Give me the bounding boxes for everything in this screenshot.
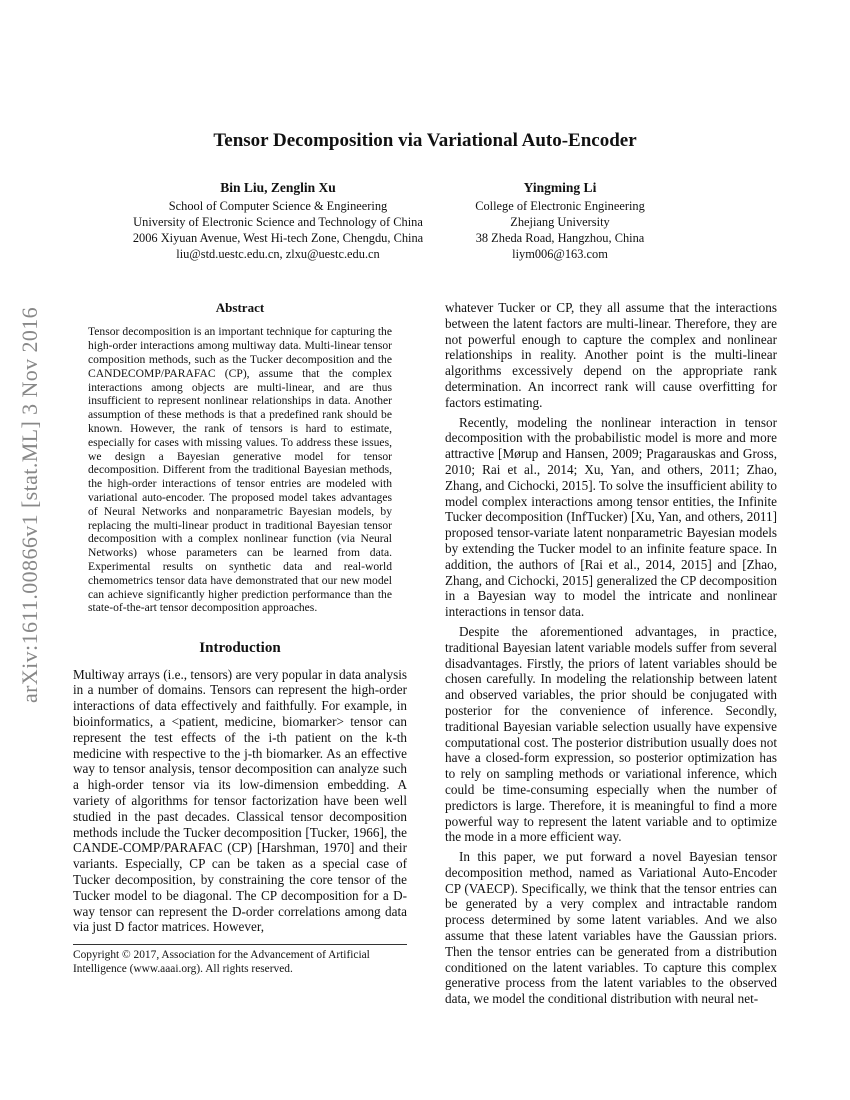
- affiliation-line: 38 Zheda Road, Hangzhou, China: [475, 231, 645, 245]
- abstract-text: Tensor decomposition is an important technique for capturing the high-order interactions among multiway data. Multi-linear tensor composition methods, such as the Tucker decomposition and the CANDECOMP/PARAFAC (CP), assume that the complex interactions among objects are multi-linear, and are thus insufficient to represent nonlinear relationships in data. Another assumption of these methods is that a predefined rank should be known. However, the rank of tensors is hard to estimate, especially for cases with missing values. To address these issues, we design a Bayesian generative model for tensor decomposition. Different from the traditional Bayesian methods, the high-order interactions of tensor entries are modeled with variational auto-encoder. The proposed model takes advantages of Neural Networks and nonparametric Bayesian models, by replacing the multi-linear product in traditional Bayesian tensor decomposition with a complex nonlinear function (via Neural Networks) whose parameters can be learned from data. Experimental results on synthetic data and real-world chemometrics tensor data have demonstrated that our new model can achieve significantly higher prediction performance than the state-of-the-art tensor decomposition approaches.: [88, 325, 392, 615]
- affiliation-line: Zhejiang University: [510, 215, 610, 229]
- intro-paragraph-3: Recently, modeling the nonlinear interaction in tensor decomposition with the probabilistic model is more and more attractive [Mørup and Hansen, 2009; Pragarauskas and Gross, 2010; Rai et al., 2014; Xu, Yan, and others, 2011; Zhao, Zhang, and Cichocki, 2015]. To solve the insufficient ability to model complex interactions among tensor entities, the Infinite Tucker decomposition (InfTucker) [Xu, Yan, and others, 2011] proposed tensor-variate latent nonparametric Bayesian models by extending the Tucker model to an infinite feature space. In addition, the authors of [Rai et al., 2014, 2015] and [Zhao, Zhang, and Cichocki, 2015] generalized the CP decomposition in a Bayesian way to model the intricate and nonlinear interactions in tensor data.: [445, 414, 777, 620]
- author-names-left: Bin Liu, Zenglin Xu: [220, 180, 336, 195]
- affiliation-line: University of Electronic Science and Technology of China: [133, 215, 423, 229]
- author-block-right: [470, 180, 650, 262]
- introduction-heading: Introduction: [199, 640, 281, 657]
- intro-paragraph-1: Multiway arrays (i.e., tensors) are very popular in data analysis in a number of domains. Tensors can represent the high-order interactions of data effectively and faithfully. For example, in bioinformatics, a <patient, medicine, biomarker> tensor can represent the test effects of the i-th patient on the k-th medicine with respective to the j-th biomarker. As an effective way to tensor analysis, tensor decomposition can analyze such a high-order tensor via its low-dimension embedding. A variety of algorithms for tensor factorization have been well studied in the past decades. Classical tensor decomposition methods include the Tucker decomposition [Tucker, 1966], the CANDE-COMP/PARAFAC (CP) [Harshman, 1970] and their variants. Especially, CP can be taken as a special case of Tucker decomposition, by constraining the core tensor of the Tucker model to be diagonal. The CP decomposition for a D-way tensor can represent the D-order correlations among data via just D factor matrices. However,: [73, 666, 407, 935]
- right-column: [445, 300, 777, 1007]
- affiliation-line: School of Computer Science & Engineering: [168, 199, 388, 213]
- arxiv-stamp-text: arXiv:1611.00866v1 [stat.ML] 3 Nov 2016: [17, 306, 43, 704]
- arxiv-stamp: [8, 280, 52, 730]
- author-names-right: Yingming Li: [523, 180, 597, 195]
- left-column: [73, 300, 407, 935]
- author-block-left: [90, 180, 466, 262]
- author-email: liym006@163.com: [512, 247, 608, 261]
- abstract-heading: Abstract: [215, 300, 265, 315]
- intro-paragraph-5: In this paper, we put forward a novel Bayesian tensor decomposition method, named as Variational Auto-Encoder CP (VAECP). Specifically, we think that the tensor entries can be generated by a very complex and intractable random process determined by some latent variables. And we also assume that these latent variables have the Gaussian priors. Then the tensor entries can be generated from a distribution conditioned on the latent variables. To capture this complex generative process from the latent variables to the observed data, we model the conditional distribution with neural net-: [445, 849, 777, 1007]
- paper-title: Tensor Decomposition via Variational Auto-Encoder: [213, 130, 637, 151]
- affiliation-line: College of Electronic Engineering: [475, 199, 645, 213]
- copyright-footnote: Copyright © 2017, Association for the Advancement of Artificial Intelligence (www.aaai.org). All rights reserved.: [73, 944, 407, 976]
- intro-paragraph-2: whatever Tucker or CP, they all assume that the interactions between the latent factors are multi-linear. Therefore, they are not powerful enough to capture the complex and nonlinear relationships in reality. Another point is the multi-linear algorithms excessively depend on the appropriate rank determination. An incorrect rank will cause overfitting for factors estimating.: [445, 300, 777, 410]
- affiliation-line: 2006 Xiyuan Avenue, West Hi-tech Zone, Chengdu, China: [132, 231, 424, 245]
- author-email: liu@std.uestc.edu.cn, zlxu@uestc.edu.cn: [176, 247, 380, 261]
- intro-paragraph-4: Despite the aforementioned advantages, in practice, traditional Bayesian latent variable models suffer from several disadvantages. Firstly, the priors of latent variables should be chosen carefully. In modeling the relationship between latent and observed variables, the prior should be conjugated with posterior for the convenience of inference. Secondly, traditional Bayesian variable selection usually have expensive computational cost. The posterior distribution usually does not have a closed-form expression, so posterior optimization has to rely on sampling methods or variational inference, which could be time-consuming especially when the number of predictors is large. Therefore, it is meaningful to find a more powerful way to represent the latent variable and to optimize the mode in a more efficient way.: [445, 623, 777, 845]
